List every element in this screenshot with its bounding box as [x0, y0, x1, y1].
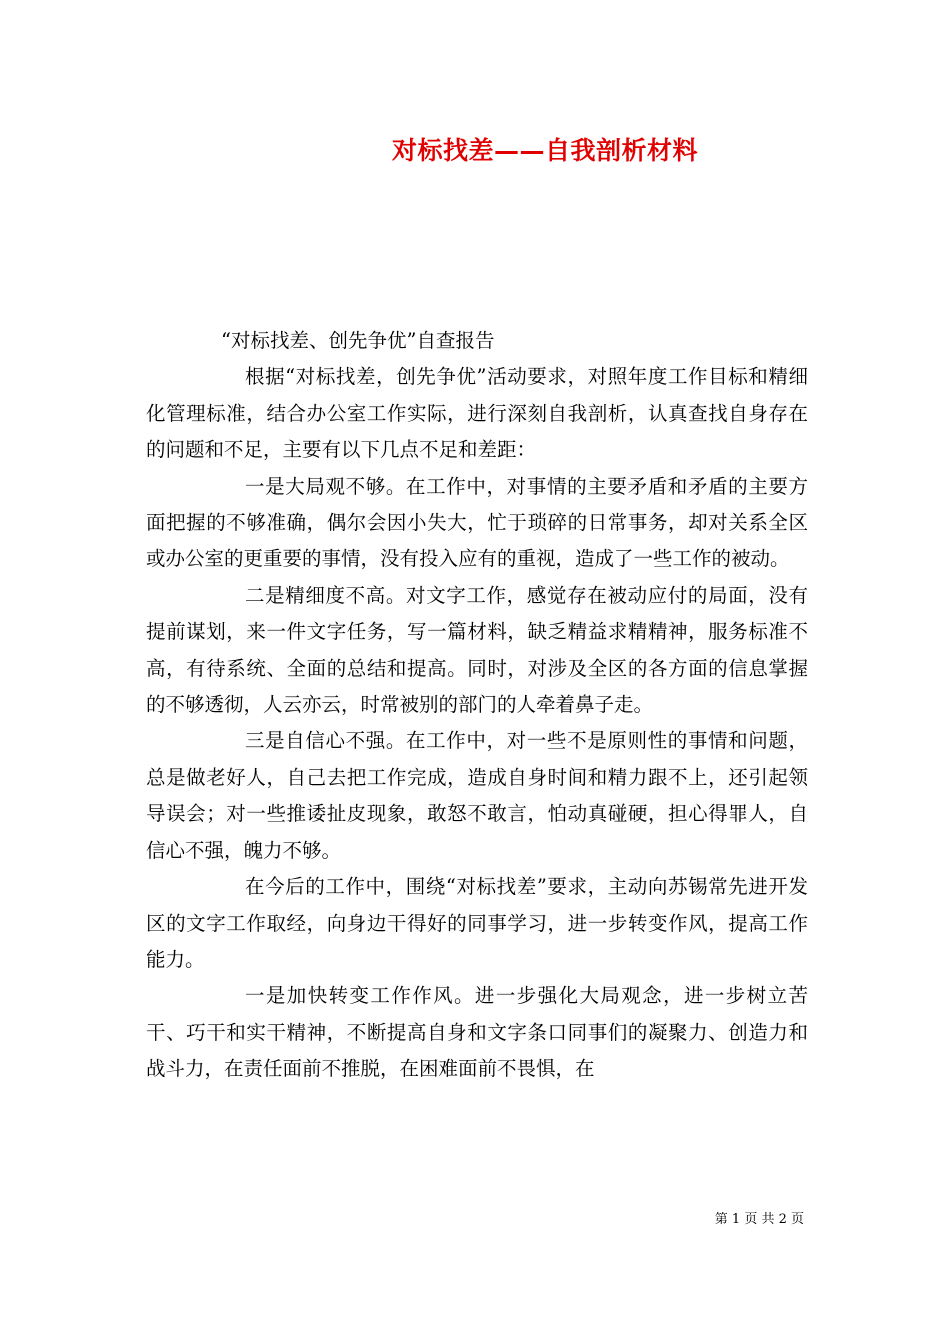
- paragraph-point-2: 二是精细度不高。对文字工作，感觉存在被动应付的局面，没有提前谋划，来一件文字任务，写一篇材料，缺乏精益求精精神，服务标准不高，有待系统、全面的总结和提高。同时，对涉及全区的各方面的信息掌握的不够透彻，人云亦云，时常被别的部门的人牵着鼻子走。: [146, 583, 808, 717]
- report-subheading: “对标找差、创先争优”自查报告: [221, 329, 495, 352]
- paragraph-point-3: 三是自信心不强。在工作中，对一些不是原则性的事情和问题，总是做老好人，自己去把工作完成，造成自身时间和精力跟不上，还引起领导误会；对一些推诿扯皮现象，敢怒不敢言，怕动真碰硬，担心得罪人，自信心不强，魄力不够。: [146, 729, 808, 862]
- paragraph-intro: 根据“对标找差，创先争优”活动要求，对照年度工作目标和精细化管理标准，结合办公室工作实际，进行深刻自我剖析，认真查找自身存在的问题和不足，主要有以下几点不足和差距：: [146, 365, 808, 462]
- document-body: [146, 323, 808, 1088]
- document-title: 对标找差——自我剖析材料: [391, 136, 698, 165]
- paragraph-plan-point-1: 一是加快转变工作作风。进一步强化大局观念，进一步树立苦干、巧干和实干精神，不断提高自身和文字条口同事们的凝聚力、创造力和战斗力，在责任面前不推脱，在困难面前不畏惧，在: [146, 984, 808, 1081]
- paragraph-point-1: 一是大局观不够。在工作中，对事情的主要矛盾和矛盾的主要方面把握的不够准确，偶尔会因小失大，忙于琐碎的日常事务，却对关系全区或办公室的更重要的事情，没有投入应有的重视，造成了一些工作的被动。: [146, 474, 808, 571]
- paragraph-plan: 在今后的工作中，围绕“对标找差”要求，主动向苏锡常先进开发区的文字工作取经，向身边干得好的同事学习，进一步转变作风，提高工作能力。: [146, 875, 808, 971]
- page-number: 第 1 页 共 2 页: [714, 1212, 804, 1227]
